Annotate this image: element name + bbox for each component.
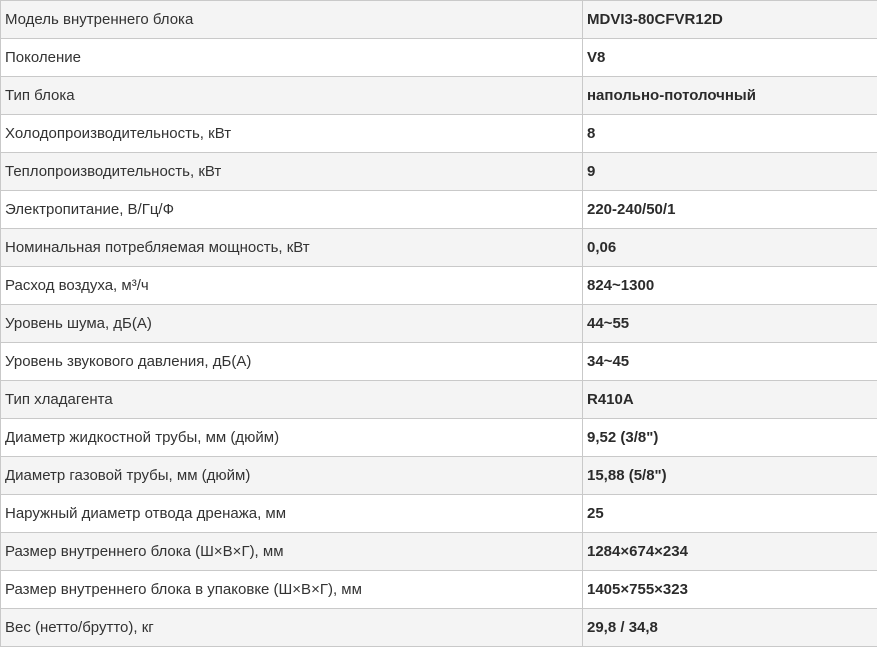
spec-label: Уровень звукового давления, дБ(А) (1, 343, 583, 381)
table-row (1, 305, 877, 343)
spec-label: Расход воздуха, м³/ч (1, 267, 583, 305)
table-row (1, 267, 877, 305)
table-row (1, 609, 877, 647)
spec-label: Электропитание, В/Гц/Ф (1, 191, 583, 229)
spec-label: Вес (нетто/брутто), кг (1, 609, 583, 647)
table-row (1, 229, 877, 267)
table-row (1, 77, 877, 115)
spec-label: Модель внутреннего блока (1, 1, 583, 39)
table-row (1, 115, 877, 153)
spec-label: Номинальная потребляемая мощность, кВт (1, 229, 583, 267)
spec-value: 220-240/50/1 (583, 191, 877, 229)
spec-label: Поколение (1, 39, 583, 77)
spec-label: Холодопроизводительность, кВт (1, 115, 583, 153)
table-row (1, 419, 877, 457)
spec-value: R410A (583, 381, 877, 419)
spec-value: 15,88 (5/8") (583, 457, 877, 495)
spec-label: Теплопроизводительность, кВт (1, 153, 583, 191)
spec-value: 1284×674×234 (583, 533, 877, 571)
spec-label: Уровень шума, дБ(А) (1, 305, 583, 343)
table-row (1, 381, 877, 419)
spec-value: напольно-потолочный (583, 77, 877, 115)
spec-label: Тип блока (1, 77, 583, 115)
spec-value: 824~1300 (583, 267, 877, 305)
spec-value: V8 (583, 39, 877, 77)
spec-label: Тип хладагента (1, 381, 583, 419)
spec-value: 44~55 (583, 305, 877, 343)
table-row (1, 1, 877, 39)
spec-label: Диаметр жидкостной трубы, мм (дюйм) (1, 419, 583, 457)
table-row (1, 39, 877, 77)
spec-value: 29,8 / 34,8 (583, 609, 877, 647)
table-row (1, 533, 877, 571)
table-row (1, 191, 877, 229)
spec-label: Размер внутреннего блока в упаковке (Ш×В×Г), мм (1, 571, 583, 609)
table-row (1, 343, 877, 381)
table-row (1, 571, 877, 609)
spec-value: 1405×755×323 (583, 571, 877, 609)
spec-label: Диаметр газовой трубы, мм (дюйм) (1, 457, 583, 495)
spec-value: 9,52 (3/8") (583, 419, 877, 457)
spec-value: MDVI3-80CFVR12D (583, 1, 877, 39)
spec-value: 25 (583, 495, 877, 533)
spec-value: 34~45 (583, 343, 877, 381)
spec-value: 8 (583, 115, 877, 153)
table-row (1, 457, 877, 495)
spec-value: 9 (583, 153, 877, 191)
table-row (1, 153, 877, 191)
table-row (1, 495, 877, 533)
spec-label: Наружный диаметр отвода дренажа, мм (1, 495, 583, 533)
spec-value: 0,06 (583, 229, 877, 267)
spec-label: Размер внутреннего блока (Ш×В×Г), мм (1, 533, 583, 571)
